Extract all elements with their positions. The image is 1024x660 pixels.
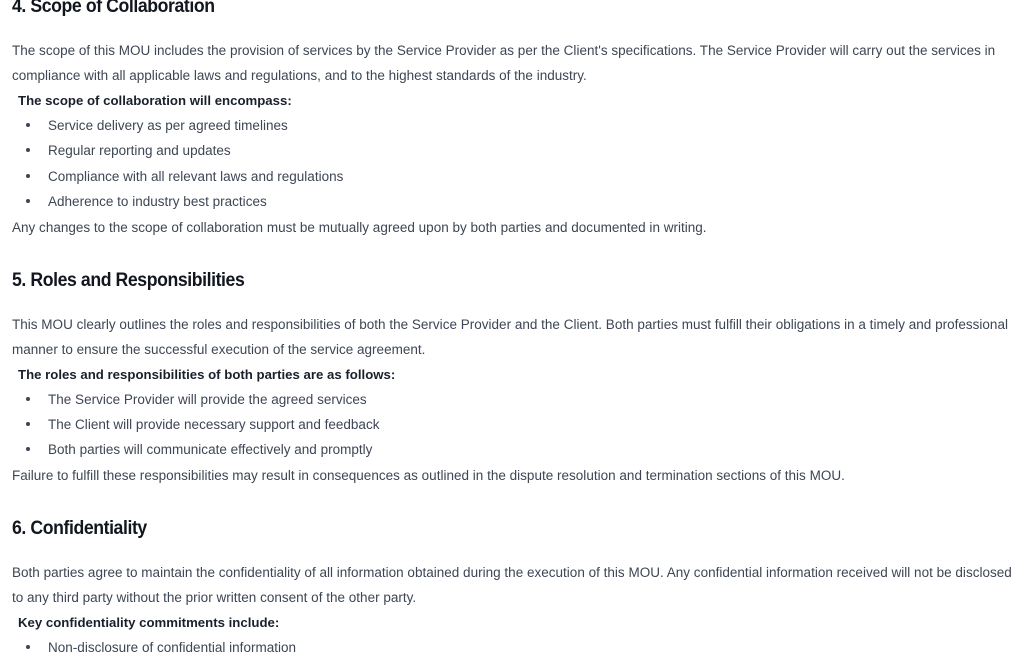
list-item [12, 138, 1012, 163]
list-item-label: Regular reporting and updates [48, 143, 231, 159]
section-intro-paragraph-5: This MOU clearly outlines the roles and responsibilities of both the Service Provider and the Client. Both parties must fulfill their obligations in a timely and professional manner to ensure the successful execution of the service agreement. [12, 316, 1008, 357]
list-item-label: Compliance with all relevant laws and regulations [48, 168, 344, 184]
list-item [12, 189, 1012, 214]
list-item-label: Service delivery as per agreed timelines [48, 118, 288, 133]
section-intro-paragraph-6: Both parties agree to maintain the confidentiality of all information obtained during the execution of this MOU. Any confidential information received will not be disclosed to any third party without the prior written consent of the other party. [12, 564, 1012, 605]
section-bullet-list-6 [12, 635, 1012, 660]
list-item [12, 412, 1012, 437]
bullet-dot-icon [26, 123, 30, 127]
section-lead-in-4: The scope of collaboration will encompass: [18, 93, 292, 108]
bullet-dot-icon [26, 447, 30, 451]
section-heading-6: 6. Confidentiality [12, 517, 147, 539]
list-item [12, 635, 1012, 660]
section-spacer [12, 240, 1012, 268]
bullet-dot-icon [26, 397, 30, 401]
section-roles-and-responsibilities [12, 240, 1012, 488]
bullet-dot-icon [26, 199, 30, 203]
section-lead-in-5: The roles and responsibilities of both parties are as follows: [18, 366, 396, 382]
section-spacer [12, 488, 1012, 516]
section-closing-paragraph-5: Failure to fulfill these responsibilities may result in consequences as outlined in the dispute resolution and termination sections of this MOU. [12, 467, 845, 483]
section-intro-paragraph-4: The scope of this MOU includes the provision of services by the Service Provider as per the Client's specifications. The Service Provider will carry out the services in compliance with all applicable laws and regulations, and to the highest standards of the industry. [12, 43, 996, 83]
list-item [12, 437, 1012, 462]
list-item [12, 113, 1012, 138]
list-item-label: Both parties will communicate effectively and promptly [48, 442, 373, 458]
list-item [12, 387, 1012, 412]
bullet-dot-icon [26, 645, 30, 649]
section-closing-paragraph-4: Any changes to the scope of collaboration must be mutually agreed upon by both parties and documented in writing. [12, 219, 707, 235]
bullet-dot-icon [26, 148, 30, 152]
list-item-label: Adherence to industry best practices [48, 194, 267, 210]
section-heading-5: 5. Roles and Responsibilities [12, 269, 245, 291]
section-lead-in-6: Key confidentiality commitments include: [18, 614, 280, 630]
section-heading-4: 4. Scope of Collaboration [12, 0, 215, 17]
list-item-label: Non-disclosure of confidential information [48, 639, 297, 655]
bullet-dot-icon [26, 422, 30, 426]
section-bullet-list-4 [12, 113, 1012, 215]
bullet-dot-icon [26, 174, 30, 178]
section-confidentiality [12, 488, 1012, 660]
list-item-label: The Client will provide necessary support and feedback [48, 417, 380, 433]
section-scope-of-collaboration [12, 0, 1012, 240]
list-item-label: The Service Provider will provide the agreed services [48, 391, 367, 407]
list-item [12, 164, 1012, 189]
section-bullet-list-5 [12, 387, 1012, 463]
